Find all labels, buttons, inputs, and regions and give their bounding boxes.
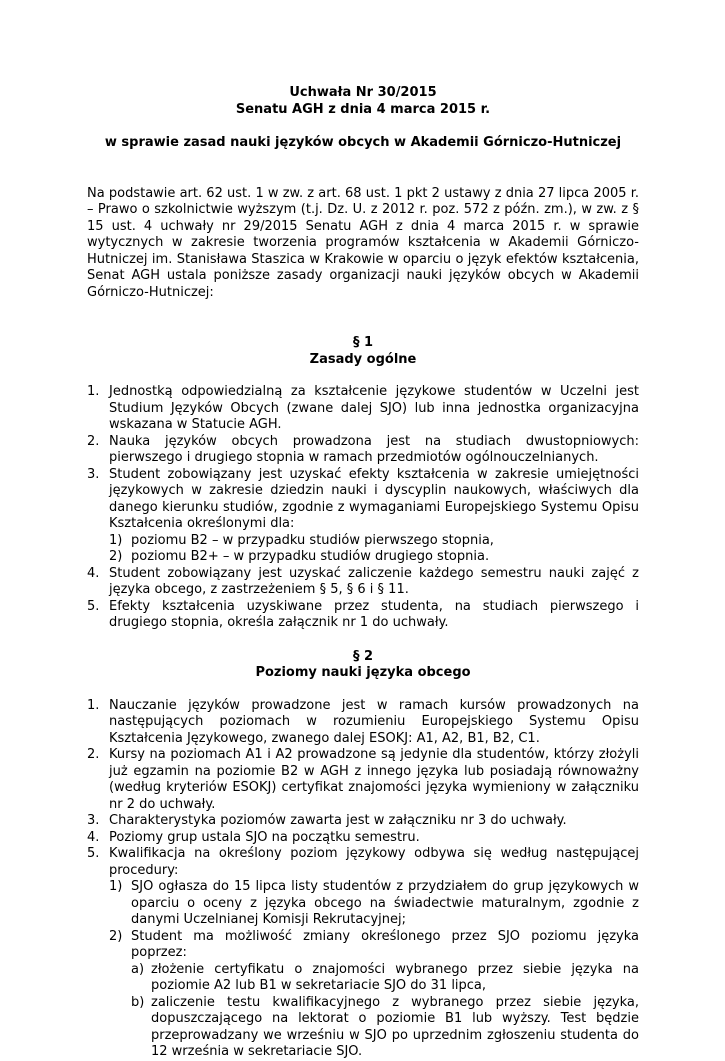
list-item bbox=[87, 698, 639, 748]
sub-list-item bbox=[109, 533, 639, 550]
sub-item-number: 1) bbox=[109, 879, 123, 894]
sub-sub-item-letter: b) bbox=[131, 994, 145, 1010]
list-item bbox=[87, 813, 639, 830]
item-text: Nauczanie języków prowadzone jest w ramach kursów prowadzonych na następujących poziomach w rozumieniu Europejskiego Systemu Opisu Kształcenia Językowego, zwanego dalej ESOKJ: A1, A2, B1, B2, C1. bbox=[109, 697, 639, 746]
item-number: 2. bbox=[87, 747, 100, 762]
section1-list bbox=[87, 384, 639, 632]
sub-sub-item-letter: a) bbox=[131, 961, 145, 977]
sub-sub-list-item bbox=[131, 962, 639, 995]
preamble-paragraph: Na podstawie art. 62 ust. 1 w zw. z art. 68 ust. 1 pkt 2 ustawy z dnia 27 lipca 2005 r. – Prawo o szkolnictwie wyższym (t.j. Dz. U. z 2012 r. poz. 572 z późn. zm.), w zw. z § 15 ust. 4 uchwały nr 29/2015 Senatu AGH z dnia 4 marca 2015 r. w sprawie wytycznych w zakresie tworzenia programów kształcenia w Akademii Górniczo-Hutniczej im. Stanisława Staszica w Krakowie w oparciu o język efektów kształcenia, Senat AGH ustala poniższe zasady organizacji nauki języków obcych w Akademii Górniczo-Hutniczej: bbox=[87, 185, 639, 300]
section2-list bbox=[87, 698, 639, 1061]
item-text: Efekty kształcenia uzyskiwane przez studenta, na studiach pierwszego i drugiego stopnia, określa załącznik nr 1 do uchwały. bbox=[109, 598, 639, 630]
item-number: 3. bbox=[87, 466, 100, 482]
section1-title: Zasady ogólne bbox=[309, 351, 417, 367]
item-text: Student zobowiązany jest uzyskać efekty kształcenia w zakresie umiejętności językowych w zakresie dziedzin nauki i dyscyplin naukowych, właściwych dla danego kierunku studiów, zgodnie z wymaganiami Europejskiego Systemu Opisu Kształcenia określonymi dla: bbox=[109, 466, 639, 531]
sub-item-text: poziomu B2+ – w przypadku studiów drugiego stopnia. bbox=[131, 549, 490, 564]
sub-list-item bbox=[109, 929, 639, 1061]
list-item bbox=[87, 830, 639, 847]
item-number: 1. bbox=[87, 697, 100, 713]
item-number: 3. bbox=[87, 813, 100, 828]
list-item bbox=[87, 846, 639, 1061]
resolution-title: Uchwała Nr 30/2015 bbox=[289, 85, 437, 100]
item-number: 2. bbox=[87, 433, 100, 449]
sub-item-text: poziomu B2 – w przypadku studiów pierwszego stopnia, bbox=[131, 532, 494, 548]
item-text: Charakterystyka poziomów zawarta jest w załączniku nr 3 do uchwały. bbox=[109, 813, 567, 828]
section2-title: Poziomy nauki języka obcego bbox=[255, 665, 471, 680]
sub-sub-list bbox=[131, 962, 639, 1061]
sub-list-item bbox=[109, 879, 639, 929]
list-item bbox=[87, 747, 639, 813]
section2-heading: § 2 bbox=[352, 648, 374, 664]
item-number: 4. bbox=[87, 565, 100, 581]
item-text: Kursy na poziomach A1 i A2 prowadzone są jedynie dla studentów, którzy złożyli już egzamin na poziomie B2 w AGH z innego języka lub posiadają równoważny (według kryteriów ESOKJ) certyfikat znajomości języka wymieniony w załączniku nr 2 do uchwały. bbox=[109, 747, 639, 812]
list-item bbox=[87, 384, 639, 434]
item-number: 4. bbox=[87, 829, 100, 845]
list-item bbox=[87, 434, 639, 467]
sub-item-number: 2) bbox=[109, 928, 123, 944]
item-text: Student zobowiązany jest uzyskać zaliczenie każdego semestru nauki zajęć z języka obcego, z zastrzeżeniem § 5, § 6 i § 11. bbox=[109, 565, 639, 597]
item-number: 1. bbox=[87, 384, 100, 399]
item-number: 5. bbox=[87, 598, 100, 614]
sub-sub-list-item bbox=[131, 995, 639, 1061]
list-item bbox=[87, 566, 639, 599]
item-text: Poziomy grup ustala SJO na początku semestru. bbox=[109, 829, 420, 845]
item-number: 5. bbox=[87, 846, 100, 861]
list-item bbox=[87, 467, 639, 566]
section1-heading: § 1 bbox=[352, 335, 374, 350]
sub-sub-item-text: złożenie certyfikatu o znajomości wybranego przez siebie języka na poziomie A2 lub B1 w sekretariacie SJO do 31 lipca, bbox=[151, 961, 639, 993]
item-text: Kwalifikacja na określony poziom językowy odbywa się według następującej procedury: bbox=[109, 846, 639, 878]
sub-item-text: SJO ogłasza do 15 lipca listy studentów z przydziałem do grup językowych w oparciu o oceny z języka obcego na świadectwie maturalnym, zgodnie z danymi Uczelnianej Komisji Rekrutacyjnej; bbox=[131, 879, 639, 927]
sub-list-item bbox=[109, 549, 639, 566]
resolution-subject: w sprawie zasad nauki języków obcych w Akademii Górniczo-Hutniczej bbox=[104, 135, 622, 150]
list-item bbox=[87, 599, 639, 632]
sub-sub-item-text: zaliczenie testu kwalifikacyjnego z wybranego przez siebie języka, dopuszczającego na lektorat o poziomie B1 lub wyższy. Test będzie przeprowadzany we wrześniu w SJO po uprzednim zgłoszeniu studenta do 12 września w sekretariacie SJO. bbox=[151, 994, 639, 1059]
sub-list bbox=[109, 879, 639, 1061]
sub-item-number: 2) bbox=[109, 549, 123, 564]
sub-list bbox=[109, 533, 639, 566]
sub-item-text: Student ma możliwość zmiany określonego przez SJO poziomu języka poprzez: bbox=[131, 928, 639, 960]
item-text: Jednostką odpowiedzialną za kształcenie językowe studentów w Uczelni jest Studium Języków Obcych (zwane dalej SJO) lub inna jednostka organizacyjna wskazana w Statucie AGH. bbox=[109, 384, 639, 432]
item-text: Nauka języków obcych prowadzona jest na studiach dwustopniowych: pierwszego i drugiego stopnia w ramach przedmiotów ogólnouczelnianych. bbox=[109, 433, 639, 465]
document-content bbox=[87, 85, 639, 1061]
sub-item-number: 1) bbox=[109, 532, 123, 548]
resolution-date: Senatu AGH z dnia 4 marca 2015 r. bbox=[235, 101, 491, 117]
